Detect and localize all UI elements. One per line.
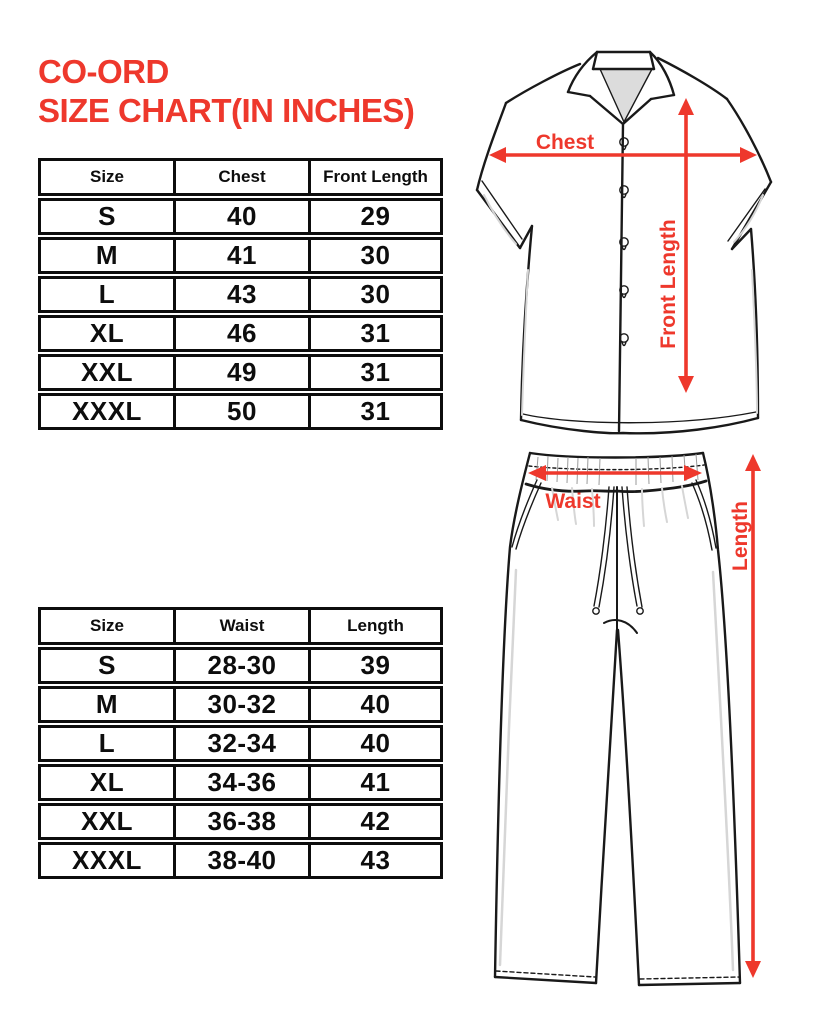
- cell-chest: 50: [173, 396, 308, 427]
- cell-front-length: 31: [308, 396, 440, 427]
- column-header-front-length: Front Length: [308, 161, 440, 193]
- cell-size: XXXL: [72, 845, 142, 875]
- column-header-size: Size: [89, 167, 125, 186]
- cell-size: S: [98, 650, 116, 680]
- cell-waist: 28-30: [173, 650, 308, 681]
- page-title-line2: SIZE CHART(IN INCHES): [38, 92, 415, 129]
- cell-size: XL: [89, 318, 125, 348]
- cell-size: L: [98, 728, 116, 758]
- cell-length: 43: [308, 845, 440, 876]
- table-row: [38, 198, 443, 235]
- cell-size: XXL: [80, 806, 134, 836]
- cell-chest: 49: [173, 357, 308, 388]
- cell-front-length: 30: [308, 279, 440, 310]
- cell-length: 39: [308, 650, 440, 681]
- shirt-table-header-row: [38, 158, 443, 196]
- cell-waist: 30-32: [173, 689, 308, 720]
- table-row: [38, 315, 443, 352]
- page-title-line1: CO-ORD: [38, 53, 169, 90]
- table-row: [38, 647, 443, 684]
- column-header-size: Size: [89, 616, 125, 635]
- pants-details: [496, 465, 739, 979]
- table-row: [38, 237, 443, 274]
- column-header-chest: Chest: [173, 161, 308, 193]
- cell-front-length: 31: [308, 357, 440, 388]
- cell-waist: 38-40: [173, 845, 308, 876]
- cell-size: XXL: [80, 357, 134, 387]
- cell-front-length: 29: [308, 201, 440, 232]
- shirt-illustration: [460, 30, 820, 440]
- page-title: [38, 52, 414, 130]
- cell-front-length: 31: [308, 318, 440, 349]
- pants-illustration: [460, 440, 820, 1029]
- shirt-size-table: [38, 158, 443, 430]
- cell-size: XL: [89, 767, 125, 797]
- table-row: [38, 803, 443, 840]
- table-row: [38, 725, 443, 762]
- cell-waist: 34-36: [173, 767, 308, 798]
- cell-size: L: [98, 279, 116, 309]
- front-length-arrow-label: Front Length: [657, 219, 680, 349]
- table-row: [38, 276, 443, 313]
- front-length-arrow: [678, 98, 694, 393]
- shirt-creases: [484, 195, 763, 415]
- cell-waist: 36-38: [173, 806, 308, 837]
- cell-chest: 41: [173, 240, 308, 271]
- table-row: [38, 842, 443, 879]
- cell-length: 40: [308, 689, 440, 720]
- cell-size: M: [95, 240, 119, 270]
- table-row: [38, 354, 443, 391]
- cell-chest: 40: [173, 201, 308, 232]
- waist-arrow-label: Waist: [545, 490, 601, 513]
- table-row: [38, 393, 443, 430]
- cell-chest: 46: [173, 318, 308, 349]
- cell-waist: 32-34: [173, 728, 308, 759]
- cell-front-length: 30: [308, 240, 440, 271]
- table-row: [38, 686, 443, 723]
- pants-table-header-row: [38, 607, 443, 645]
- chest-arrow-label: Chest: [535, 131, 595, 154]
- cell-length: 41: [308, 767, 440, 798]
- column-header-length: Length: [308, 610, 440, 642]
- table-row: [38, 764, 443, 801]
- cell-size: S: [98, 201, 116, 231]
- cell-length: 42: [308, 806, 440, 837]
- collar-shade: [600, 69, 652, 122]
- length-arrow-label: Length: [729, 501, 752, 571]
- pants-size-table: [38, 607, 443, 879]
- cell-size: XXXL: [72, 396, 142, 426]
- cell-length: 40: [308, 728, 440, 759]
- column-header-waist: Waist: [173, 610, 308, 642]
- cell-chest: 43: [173, 279, 308, 310]
- cell-size: M: [95, 689, 119, 719]
